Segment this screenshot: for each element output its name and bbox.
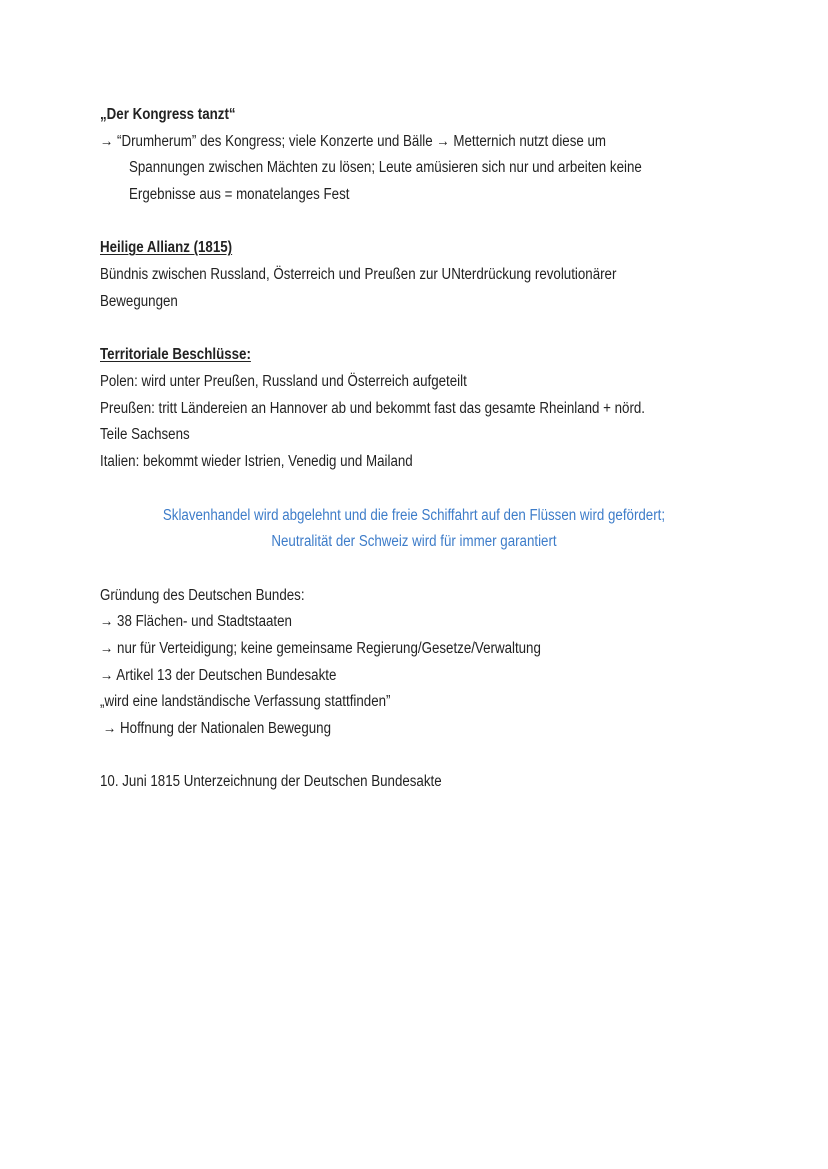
closing-line: 10. Juni 1815 Unterzeichnung der Deutschen Bundesakte bbox=[100, 773, 442, 790]
territorial-line-preussen: Preußen: tritt Ländereien an Hannover ab und bekommt fast das gesamte Rheinland + nörd. bbox=[100, 400, 646, 417]
highlight-line-1: Sklavenhandel wird abgelehnt und die freie Schiffahrt auf den Flüssen wird gefördert; bbox=[162, 507, 666, 524]
highlight-line-2: Neutralität der Schweiz wird für immer garantiert bbox=[271, 533, 557, 550]
heading-kongress-tanzt: „Der Kongress tanzt“ bbox=[100, 106, 236, 123]
allianz-line-1: Bündnis zwischen Russland, Österreich und Preußen zur UNterdrückung revolutionärer bbox=[100, 266, 617, 283]
bund-line-staaten: → 38 Flächen- und Stadtstaaten bbox=[100, 613, 292, 630]
territorial-line-sachsen: Teile Sachsens bbox=[100, 426, 190, 443]
heading-territoriale-beschluesse: Territoriale Beschlüsse: bbox=[100, 346, 251, 363]
allianz-line-2: Bewegungen bbox=[100, 293, 178, 310]
territorial-line-polen: Polen: wird unter Preußen, Russland und Österreich aufgeteilt bbox=[100, 373, 467, 390]
kongress-line-2: Spannungen zwischen Mächten zu lösen; Leute amüsieren sich nur und arbeiten keine bbox=[129, 159, 642, 176]
bund-line-hoffnung: → Hoffnung der Nationalen Bewegung bbox=[103, 720, 332, 737]
kongress-line-3: Ergebnisse aus = monatelanges Fest bbox=[129, 186, 350, 203]
territorial-line-italien: Italien: bekommt wieder Istrien, Venedig und Mailand bbox=[100, 453, 413, 470]
bund-line-verteidigung: → nur für Verteidigung; keine gemeinsame Regierung/Gesetze/Verwaltung bbox=[100, 640, 541, 657]
heading-heilige-allianz: Heilige Allianz (1815) bbox=[100, 239, 233, 256]
kongress-line-1: → “Drumherum” des Kongress; viele Konzerte und Bälle → Metternich nutzt diese um bbox=[100, 133, 607, 150]
bund-line-artikel: → Artikel 13 der Deutschen Bundesakte bbox=[100, 667, 337, 684]
bund-line-zitat: „wird eine landständische Verfassung stattfinden” bbox=[100, 693, 391, 710]
bund-line-gruendung: Gründung des Deutschen Bundes: bbox=[100, 587, 305, 604]
